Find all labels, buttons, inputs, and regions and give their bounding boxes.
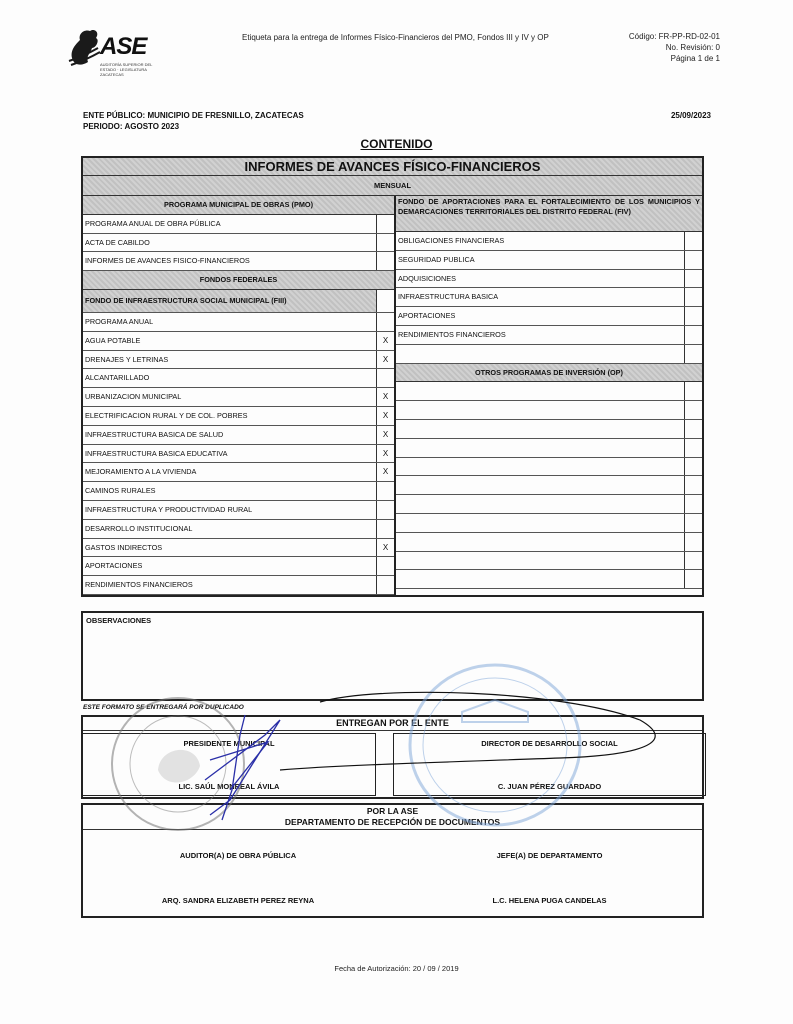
table-row xyxy=(83,351,394,370)
table-row xyxy=(396,288,702,307)
row-checkbox[interactable] xyxy=(684,495,702,513)
row-checkbox[interactable]: X xyxy=(376,539,394,557)
ase-title-line1: POR LA ASE xyxy=(366,806,419,816)
fiii-rows xyxy=(83,313,394,595)
signer-name: LIC. SAÚL MONREAL ÁVILA xyxy=(178,782,280,791)
pmo-rows xyxy=(83,215,394,271)
row-checkbox[interactable] xyxy=(376,576,394,594)
row-label: APORTACIONES xyxy=(85,561,143,571)
row-label: AGUA POTABLE xyxy=(85,335,141,345)
row-checkbox[interactable] xyxy=(684,232,702,250)
table-row xyxy=(396,345,702,364)
table-row xyxy=(83,482,394,501)
table-row xyxy=(396,270,702,289)
row-checkbox[interactable] xyxy=(684,458,702,476)
ase-title xyxy=(83,805,702,830)
row-checkbox[interactable] xyxy=(684,382,702,400)
row-checkbox[interactable] xyxy=(376,501,394,519)
document-code: Código: FR-PP-RD-02-01 xyxy=(628,32,720,41)
row-label: OBLIGACIONES FINANCIERAS xyxy=(398,236,505,245)
signer-name: L.C. HELENA PUGA CANDELAS xyxy=(492,896,607,905)
row-checkbox[interactable] xyxy=(376,313,394,331)
table-row xyxy=(83,520,394,539)
row-label xyxy=(396,552,684,570)
row-checkbox[interactable]: X xyxy=(376,463,394,481)
table-row xyxy=(83,234,394,253)
table-row xyxy=(396,570,702,589)
fiii-header-row xyxy=(83,290,394,313)
row-checkbox[interactable] xyxy=(684,345,702,363)
row-label xyxy=(396,345,684,363)
row-label: APORTACIONES xyxy=(398,311,456,321)
ase-logo-icon xyxy=(68,28,104,68)
op-header: OTROS PROGRAMAS DE INVERSIÓN (OP) xyxy=(396,364,702,383)
table-row xyxy=(83,332,394,351)
row-label: RENDIMIENTOS FINANCIEROS xyxy=(85,580,193,590)
table-row xyxy=(396,382,702,401)
table-row xyxy=(83,407,394,426)
content-table xyxy=(81,156,704,597)
row-label: RENDIMIENTOS FINANCIEROS xyxy=(398,329,506,339)
table-row xyxy=(83,463,394,482)
signature-box-presidente[interactable] xyxy=(82,733,376,796)
table-row xyxy=(396,307,702,326)
table-row xyxy=(83,501,394,520)
table-row xyxy=(83,426,394,445)
row-label xyxy=(396,476,684,494)
table-title: INFORMES DE AVANCES FÍSICO-FINANCIEROS xyxy=(83,158,702,176)
table-row xyxy=(396,251,702,270)
row-checkbox[interactable] xyxy=(684,326,702,344)
document-code-block xyxy=(629,31,720,64)
row-checkbox[interactable] xyxy=(376,369,394,387)
row-checkbox[interactable] xyxy=(684,307,702,325)
row-label: INFRAESTRUCTURA BASICA EDUCATIVA xyxy=(85,448,228,458)
row-checkbox[interactable] xyxy=(376,520,394,538)
row-checkbox[interactable] xyxy=(684,552,702,570)
table-row xyxy=(396,458,702,477)
fiv-rows xyxy=(396,232,702,364)
row-label xyxy=(396,401,684,419)
table-row xyxy=(396,552,702,571)
signer-role: AUDITOR(A) DE OBRA PÚBLICA xyxy=(179,851,297,860)
row-checkbox[interactable] xyxy=(684,476,702,494)
row-checkbox[interactable] xyxy=(684,401,702,419)
op-rows xyxy=(396,382,702,589)
row-checkbox[interactable] xyxy=(684,251,702,269)
signer-role: PRESIDENTE MUNICIPAL xyxy=(183,739,275,748)
page-number: Página 1 de 1 xyxy=(670,54,720,63)
row-label: INFRAESTRUCTURA BASICA xyxy=(398,292,499,302)
row-label xyxy=(396,533,684,551)
pmo-header: PROGRAMA MUNICIPAL DE OBRAS (PMO) xyxy=(83,196,394,215)
row-checkbox[interactable]: X xyxy=(376,351,394,369)
logo-subtext: AUDITORÍA SUPERIOR DEL ESTADO · LEGISLATURA ZACATECAS xyxy=(100,62,153,77)
ente-publico: ENTE PÚBLICO: MUNICIPIO DE FRESNILLO, ZACATECAS xyxy=(83,111,304,120)
table-row xyxy=(83,445,394,464)
table-row xyxy=(83,539,394,558)
row-checkbox[interactable] xyxy=(684,288,702,306)
table-row xyxy=(396,476,702,495)
table-row xyxy=(83,252,394,271)
row-checkbox[interactable] xyxy=(376,252,394,270)
row-label: INFRAESTRUCTURA Y PRODUCTIVIDAD RURAL xyxy=(85,504,253,514)
left-column xyxy=(83,196,396,595)
row-label: URBANIZACION MUNICIPAL xyxy=(85,392,182,402)
row-label: SEGURIDAD PUBLICA xyxy=(398,254,475,264)
row-label: ALCANTARILLADO xyxy=(85,373,150,383)
row-label: PROGRAMA ANUAL DE OBRA PÚBLICA xyxy=(85,218,221,228)
contenido-title: CONTENIDO xyxy=(360,137,433,151)
table-row xyxy=(396,514,702,533)
table-row xyxy=(396,420,702,439)
signer-role: JEFE(A) DE DEPARTAMENTO xyxy=(496,851,603,860)
table-row xyxy=(396,495,702,514)
table-row xyxy=(83,557,394,576)
row-checkbox[interactable] xyxy=(684,570,702,588)
row-checkbox[interactable] xyxy=(376,215,394,233)
row-checkbox[interactable] xyxy=(684,514,702,532)
row-label: GASTOS INDIRECTOS xyxy=(85,542,163,552)
fiii-header: FONDO DE INFRAESTRUCTURA SOCIAL MUNICIPAL (FIII) xyxy=(85,295,287,305)
table-row xyxy=(396,401,702,420)
row-label: ELECTRIFICACION RURAL Y DE COL. POBRES xyxy=(85,410,248,420)
table-row xyxy=(83,576,394,595)
row-label: DRENAJES Y LETRINAS xyxy=(85,354,169,364)
table-row xyxy=(396,232,702,251)
row-label xyxy=(396,439,684,457)
signer-name: ARQ. SANDRA ELIZABETH PEREZ REYNA xyxy=(161,896,315,905)
revision-number: No. Revisión: 0 xyxy=(665,43,720,52)
table-row xyxy=(396,439,702,458)
row-checkbox[interactable] xyxy=(684,533,702,551)
row-checkbox[interactable] xyxy=(376,234,394,252)
periodo: PERIODO: AGOSTO 2023 xyxy=(83,122,180,131)
row-checkbox[interactable]: X xyxy=(376,407,394,425)
row-label xyxy=(396,382,684,400)
observaciones-label: OBSERVACIONES xyxy=(86,616,152,625)
signature-box-director[interactable] xyxy=(393,733,706,796)
row-checkbox[interactable]: X xyxy=(376,445,394,463)
row-label: ACTA DE CABILDO xyxy=(85,237,150,247)
ase-title-line2: DEPARTAMENTO DE RECEPCIÓN DE DOCUMENTOS xyxy=(284,817,501,827)
row-label: DESARROLLO INSTITUCIONAL xyxy=(85,523,193,533)
fiii-header-checkbox[interactable] xyxy=(376,290,394,312)
row-checkbox[interactable] xyxy=(684,439,702,457)
table-row xyxy=(83,215,394,234)
row-label: MEJORAMIENTO A LA VIVIENDA xyxy=(85,467,197,477)
table-row xyxy=(83,369,394,388)
table-row xyxy=(83,313,394,332)
row-label xyxy=(396,458,684,476)
signer-name: C. JUAN PÉREZ GUARDADO xyxy=(497,782,602,791)
logo-text: ASE xyxy=(100,33,147,60)
row-label: INFORMES DE AVANCES FISICO-FINANCIEROS xyxy=(85,256,250,266)
table-row xyxy=(83,388,394,407)
observaciones-box[interactable] xyxy=(81,611,704,701)
row-label: CAMINOS RURALES xyxy=(85,486,156,496)
row-label xyxy=(396,495,684,513)
row-label: INFRAESTRUCTURA BASICA DE SALUD xyxy=(85,429,224,439)
entregan-section xyxy=(81,715,704,799)
row-label: ADQUISICIONES xyxy=(398,273,456,283)
table-row xyxy=(396,533,702,552)
entregan-title: ENTREGAN POR EL ENTE xyxy=(83,717,702,731)
authorization-date: Fecha de Autorización: 20 / 09 / 2019 xyxy=(334,964,459,973)
row-checkbox[interactable]: X xyxy=(376,332,394,350)
fiv-header: FONDO DE APORTACIONES PARA EL FORTALECIMIENTO DE LOS MUNICIPIOS Y DEMARCACIONES TERRITORIALES DEL DISTRITO FEDERAL (FIV) xyxy=(396,196,702,232)
row-checkbox[interactable] xyxy=(376,557,394,575)
entity-info xyxy=(83,110,304,132)
fondos-federales-header: FONDOS FEDERALES xyxy=(83,271,394,290)
right-column xyxy=(396,196,702,595)
row-label xyxy=(396,570,684,588)
row-label xyxy=(396,514,684,532)
signer-role: DIRECTOR DE DESARROLLO SOCIAL xyxy=(481,739,618,748)
row-checkbox[interactable] xyxy=(684,270,702,288)
row-checkbox[interactable]: X xyxy=(376,388,394,406)
row-checkbox[interactable] xyxy=(684,420,702,438)
row-label xyxy=(396,420,684,438)
document-title: Etiqueta para la entrega de Informes Físico-Financieros del PMO, Fondos III y IV y OP xyxy=(242,33,549,42)
row-checkbox[interactable]: X xyxy=(376,426,394,444)
row-label: PROGRAMA ANUAL xyxy=(85,316,154,326)
row-checkbox[interactable] xyxy=(376,482,394,500)
document-date: 25/09/2023 xyxy=(670,111,711,120)
ase-section xyxy=(81,803,704,918)
frequency-header: MENSUAL xyxy=(83,176,702,196)
duplicate-note: ESTE FORMATO SE ENTREGARÁ POR DUPLICADO xyxy=(83,704,244,711)
table-row xyxy=(396,326,702,345)
